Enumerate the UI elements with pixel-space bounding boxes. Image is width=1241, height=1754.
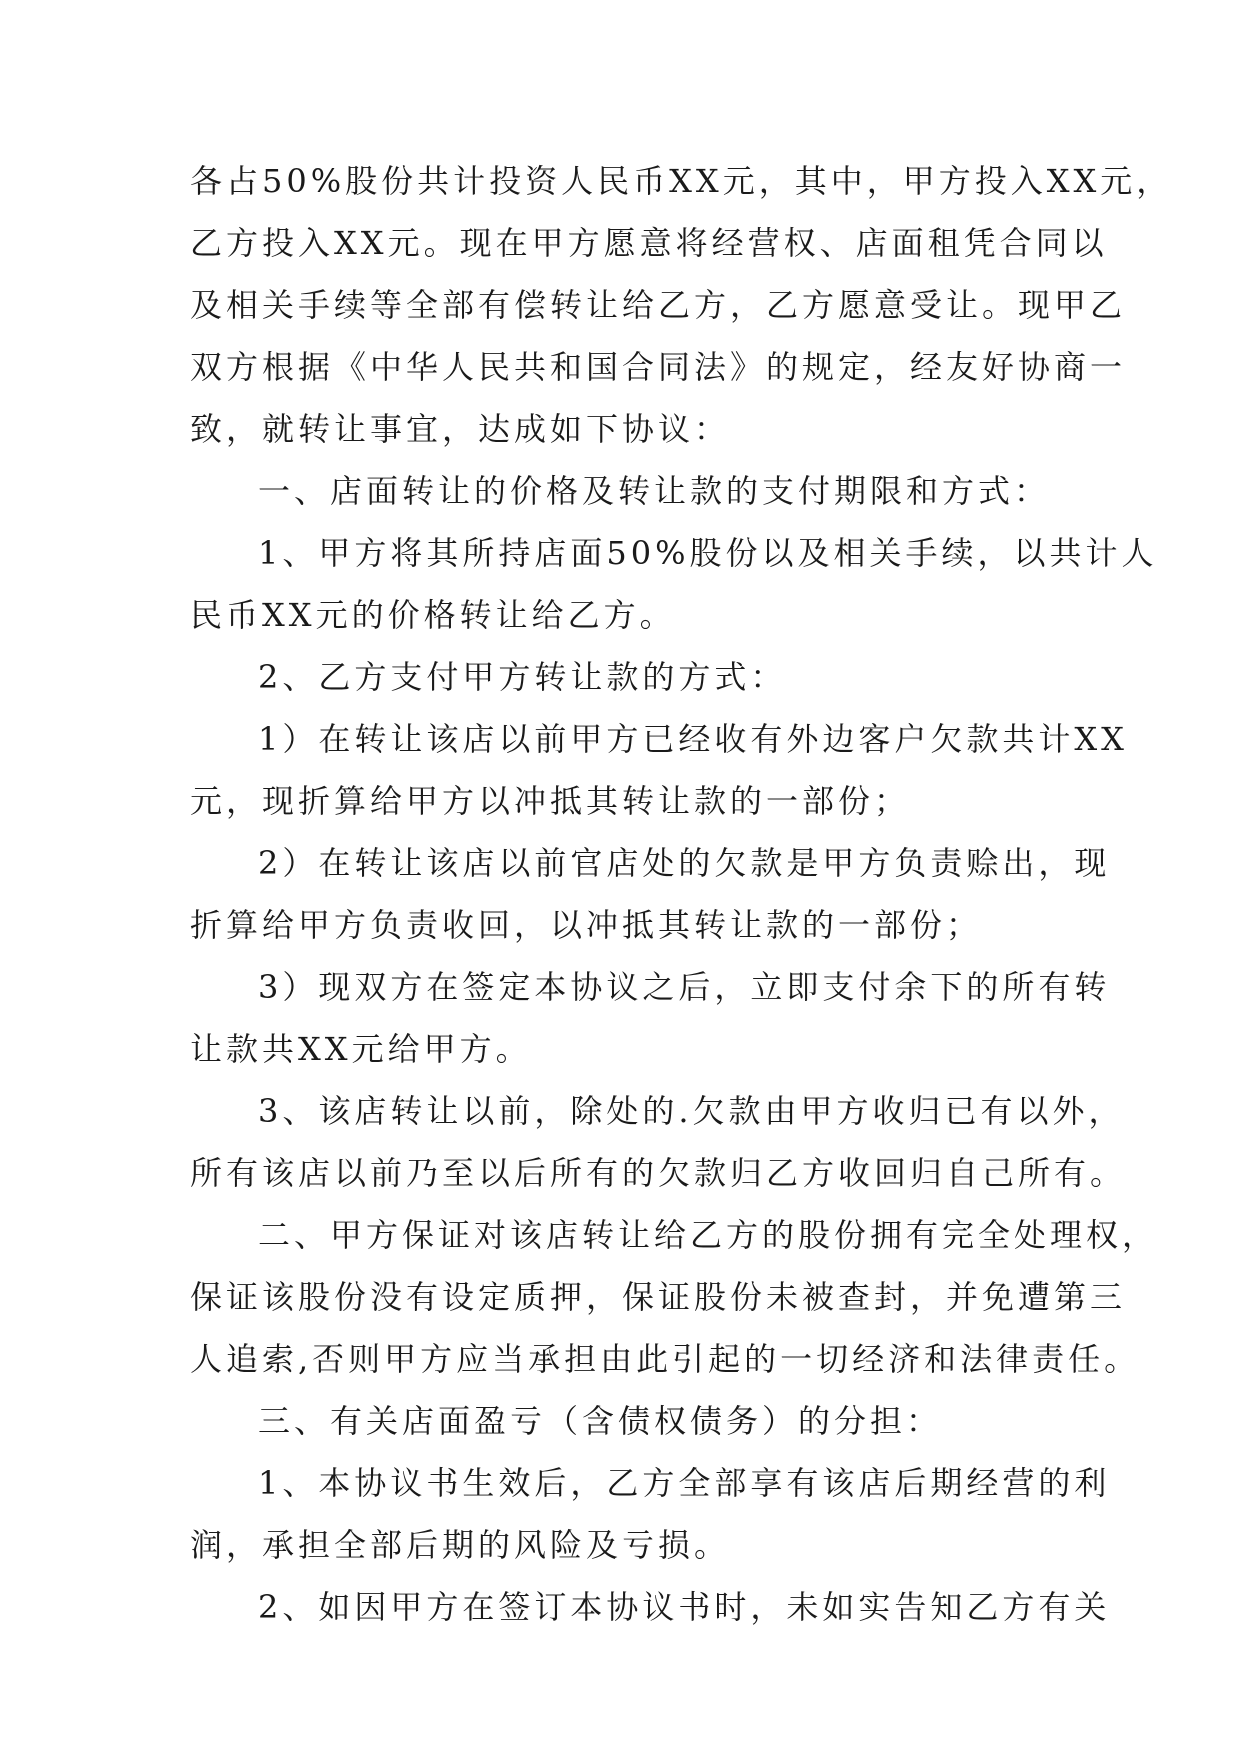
text-line: 各占50%股份共计投资人民币XX元，其中，甲方投入XX元， (190, 162, 1173, 200)
text-line: 2、乙方支付甲方转让款的方式： (258, 658, 787, 696)
text-line: 三、有关店面盈亏（含债权债务）的分担： (258, 1402, 943, 1440)
text-line: 1）在转让该店以前甲方已经收有外边客户欠款共计XX (258, 720, 1128, 758)
text-line: 及相关手续等全部有偿转让给乙方，乙方愿意受让。现甲乙 (190, 286, 1127, 324)
text-line: 所有该店以前乃至以后所有的欠款归乙方收回归自己所有。 (190, 1154, 1127, 1192)
text-line: 1、本协议书生效后，乙方全部享有该店后期经营的利 (258, 1464, 1111, 1502)
text-line: 元，现折算给甲方以冲抵其转让款的一部份； (190, 782, 911, 820)
text-line: 2、如因甲方在签订本协议书时，未如实告知乙方有关 (258, 1588, 1111, 1626)
agreement-body (190, 150, 1173, 1638)
text-line: 双方根据《中华人民共和国合同法》的规定，经友好协商一 (190, 348, 1127, 386)
text-line: 折算给甲方负责收回，以冲抵其转让款的一部份； (190, 906, 983, 944)
text-line: 二、甲方保证对该店转让给乙方的股份拥有完全处理权， (258, 1216, 1159, 1254)
text-line: 1、甲方将其所持店面50%股份以及相关手续，以共计人 (258, 534, 1158, 572)
text-line: 乙方投入XX元。现在甲方愿意将经营权、店面租凭合同以 (190, 224, 1108, 262)
text-line: 致，就转让事宜，达成如下协议： (190, 410, 731, 448)
text-line: 2）在转让该店以前官店处的欠款是甲方负责赊出，现 (258, 844, 1111, 882)
text-line: 润，承担全部后期的风险及亏损。 (190, 1526, 731, 1564)
text-line: 保证该股份没有设定质押，保证股份未被查封，并免遭第三 (190, 1278, 1127, 1316)
text-line: 民币XX元的价格转让给乙方。 (190, 596, 676, 634)
text-line: 人追索,否则甲方应当承担由此引起的一切经济和法律责任。 (190, 1340, 1141, 1378)
text-line: 3）现双方在签定本协议之后，立即支付余下的所有转 (258, 968, 1111, 1006)
text-line: 3、该店转让以前，除处的.欠款由甲方收归已有以外， (258, 1092, 1125, 1130)
text-line: 让款共XX元给甲方。 (190, 1030, 532, 1068)
text-line: 一、店面转让的价格及转让款的支付期限和方式： (258, 472, 1051, 510)
